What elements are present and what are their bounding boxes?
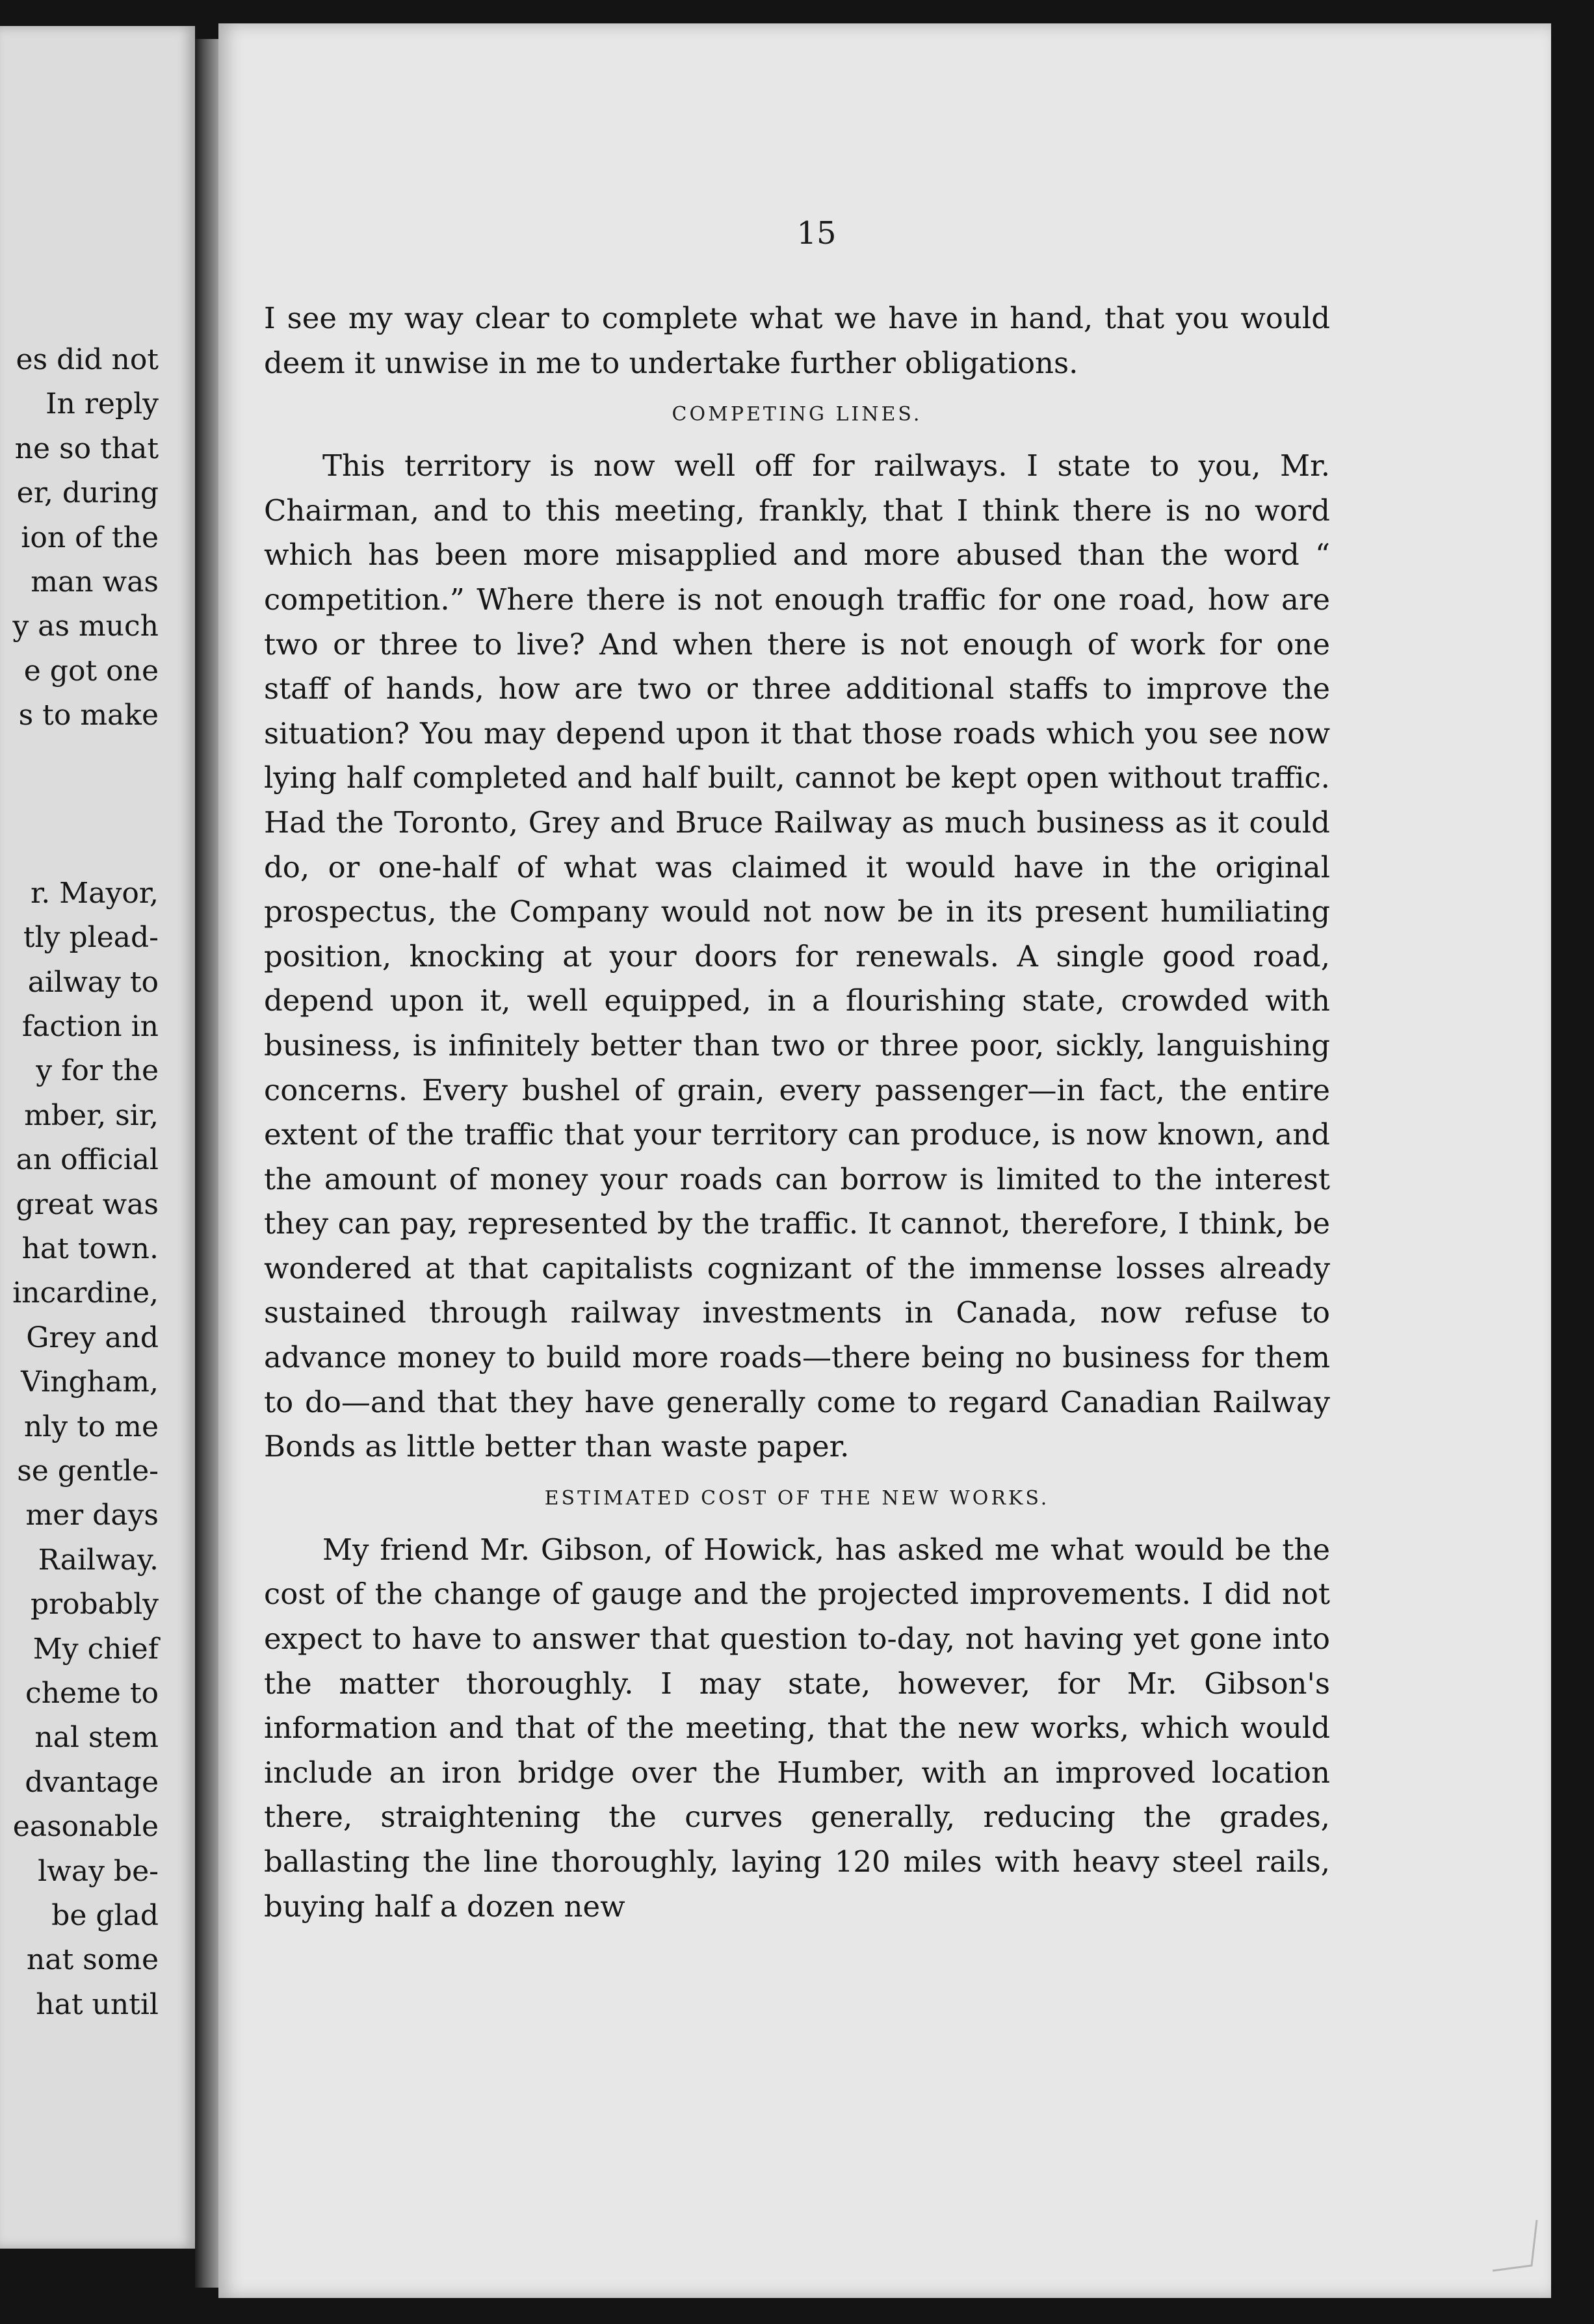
section-paragraph-competing-lines: This territory is now well off for railways. I state to you, Mr. Chairman, and to this meeting, frankly, that I think there is no word which has been more misapplied and more abused than the word “ competition.” Where there is not enough traffic for one road, how are two or three to live? And when there is not enough of work for one staff of hands, how are two or three additional staffs to improve the situation? You may depend upon it that those roads which you see now lying half completed and half built, cannot be kept open without traffic. Had the Toronto, Grey and Bruce Railway as much business as it could do, or one-half of what was claimed it would have in the original prospectus, the Company would not now be in its present humiliating position, knocking at your doors for renewals. A single good road, depend upon it, well equipped, in a flourishing state, crowded with business, is infinitely better than two or three poor, sickly, languishing concerns. Every bushel of grain, every passenger—in fact, the entire extent of the traffic that your territory can produce, is now known, and the amount of money your roads can borrow is limited to the interest they can pay, represented by the traffic. It cannot, therefore, I think, be wondered at that capitalists cognizant of the immense losses already sustained through railway investments in Canada, now refuse to advance money to build more roads—there being no business for them to do—and that they have generally come to regard Canadian Railway Bonds as little better than waste paper. xyxy=(264,448,1330,1464)
page-corner-curl xyxy=(1486,2214,1538,2272)
facing-page-line: hat until xyxy=(36,1987,159,2021)
text-column xyxy=(264,296,1330,1929)
facing-page-line: r. Mayor, xyxy=(31,876,159,910)
document-page xyxy=(218,23,1551,2298)
facing-page-line: be glad xyxy=(51,1899,159,1932)
facing-page-line: nly to me xyxy=(23,1410,159,1443)
facing-page-line: e got one xyxy=(23,654,159,688)
section-heading-competing-lines: COMPETING LINES. xyxy=(672,403,922,426)
facing-page-line: incardine, xyxy=(12,1276,159,1310)
facing-page-line: ne so that xyxy=(14,432,159,465)
facing-page-line: My chief xyxy=(33,1632,159,1666)
facing-page-line: se gentle- xyxy=(17,1454,159,1488)
facing-page-edge xyxy=(0,26,195,2249)
facing-page-line: In reply xyxy=(46,387,159,421)
facing-page-line: man was xyxy=(31,565,159,599)
facing-page-line: er, during xyxy=(16,476,159,510)
facing-page-line: nal stem xyxy=(34,1721,159,1755)
facing-page-line: mer days xyxy=(25,1499,159,1532)
facing-page-line: great was xyxy=(16,1187,159,1221)
facing-page-line: hat town. xyxy=(21,1232,159,1265)
facing-page-line: faction in xyxy=(21,1010,159,1043)
facing-page-line: easonable xyxy=(12,1810,159,1844)
facing-page-line: cheme to xyxy=(25,1677,159,1710)
facing-page-line: ion of the xyxy=(21,521,159,554)
facing-page-line: lway be- xyxy=(38,1854,159,1888)
facing-page-line: dvantage xyxy=(25,1765,159,1799)
facing-page-line: an official xyxy=(16,1143,159,1177)
facing-page-line: Grey and xyxy=(26,1321,159,1354)
section-heading-estimated-cost: ESTIMATED COST OF THE NEW WORKS. xyxy=(544,1486,1050,1510)
facing-page-line: es did not xyxy=(16,343,159,376)
book-gutter xyxy=(195,39,218,2288)
facing-page-line: y as much xyxy=(12,610,159,643)
facing-page-line: tly plead- xyxy=(23,921,159,955)
facing-page-line: y for the xyxy=(36,1054,159,1088)
section-paragraph-estimated-cost: My friend Mr. Gibson, of Howick, has asked me what would be the cost of the change of gauge and the projected improvements. I did not expect to have to answer that question to-day, not having yet gone into the matter thoroughly. I may state, however, for Mr. Gibson's information and that of the meeting, that the new works, which would include an iron bridge over the Humber, with an improved location there, straightening the curves generally, reducing the grades, ballasting the line thoroughly, laying 120 miles with heavy steel rails, buying half a dozen new xyxy=(264,1532,1330,1924)
facing-page-line: Vingham, xyxy=(21,1365,159,1399)
opening-paragraph: I see my way clear to complete what we have in hand, that you would deem it unwise in me to undertake further obligations. xyxy=(264,301,1330,380)
facing-page-line: ailway to xyxy=(27,965,159,999)
facing-page-line: Railway. xyxy=(38,1543,159,1577)
facing-page-line: probably xyxy=(30,1588,159,1621)
facing-page-line: mber, sir, xyxy=(24,1098,159,1132)
facing-page-line: s to make xyxy=(18,699,159,732)
page-number: 15 xyxy=(796,215,837,252)
facing-page-line: nat some xyxy=(26,1943,159,1977)
